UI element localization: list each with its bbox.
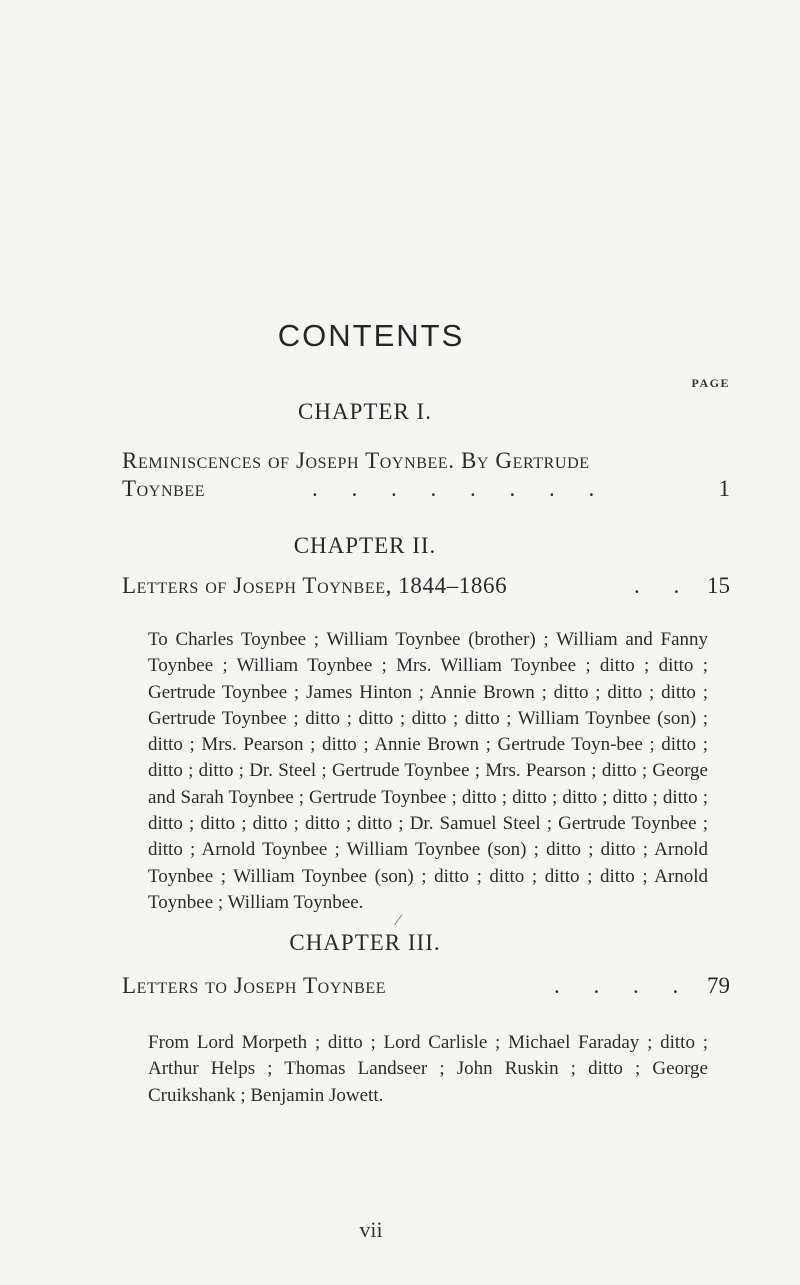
chapter-3-entry xyxy=(122,972,730,1000)
chapter-1-title: Reminiscences of Joseph Toynbee. By Gertrude xyxy=(122,448,590,473)
chapter-1-entry xyxy=(122,475,730,503)
chapter-3-summary: From Lord Morpeth ; ditto ; Lord Carlisle ; Michael Faraday ; ditto ; Arthur Helps ; Thomas Landseer ; John Ruskin ; ditto ; George Cruikshank ; Benjamin Jowett. xyxy=(148,1032,708,1106)
chapter-3-leader-dots: . . . . xyxy=(554,973,693,998)
chapter-3-number: CHAPTER III. xyxy=(289,930,441,955)
chapter-2-number: CHAPTER II. xyxy=(293,533,437,558)
chapter-2-leader-dots: . . xyxy=(634,573,694,598)
chapter-2-entry xyxy=(122,572,730,600)
chapter-2-page-number: 15 xyxy=(707,573,730,598)
folio-number: vii xyxy=(359,1217,383,1242)
page-title: CONTENTS xyxy=(277,318,465,353)
chapter-2-title: Letters of Joseph Toynbee, 1844–1866 xyxy=(122,573,508,598)
pencil-mark: ⁄ xyxy=(397,912,400,929)
chapter-1-number: CHAPTER I. xyxy=(298,399,432,424)
chapter-2-summary: To Charles Toynbee ; William Toynbee (brother) ; William and Fanny Toynbee ; William Toynbee ; Mrs. William Toynbee ; ditto ; ditto ; Gertrude Toynbee ; James Hinton ; Annie Brown ; ditto ; ditto ; ditto ; Gertrude Toynbee ; ditto ; ditto ; ditto ; ditto ; William Toynbee (son) ; ditto ; Mrs. Pearson ; ditto ; Annie Brown ; Gertrude Toyn-bee ; ditto ; ditto ; ditto ; Dr. Steel ; Gertrude Toynbee ; Mrs. Pearson ; ditto ; George and Sarah Toynbee ; Gertrude Toynbee ; ditto ; ditto ; ditto ; ditto ; ditto ; ditto ; ditto ; ditto ; ditto ; ditto ; Dr. Samuel Steel ; Gertrude Toynbee ; ditto ; Arnold Toynbee ; William Toynbee (son) ; ditto ; ditto ; Arnold Toynbee ; William Toynbee (son) ; ditto ; ditto ; ditto ; ditto ; Arnold Toynbee ; William Toynbee. xyxy=(148,629,708,913)
page-column-label: PAGE xyxy=(691,376,730,390)
chapter-3-page-number: 79 xyxy=(707,973,730,998)
chapter-1-title-line-1 xyxy=(122,447,730,475)
chapter-1-title-cont: Toynbee xyxy=(122,476,206,501)
chapter-1-page-number: 1 xyxy=(718,476,730,501)
chapter-3-title: Letters to Joseph Toynbee xyxy=(122,973,387,998)
chapter-1-leader-dots: . . . . . . . . xyxy=(312,476,609,501)
